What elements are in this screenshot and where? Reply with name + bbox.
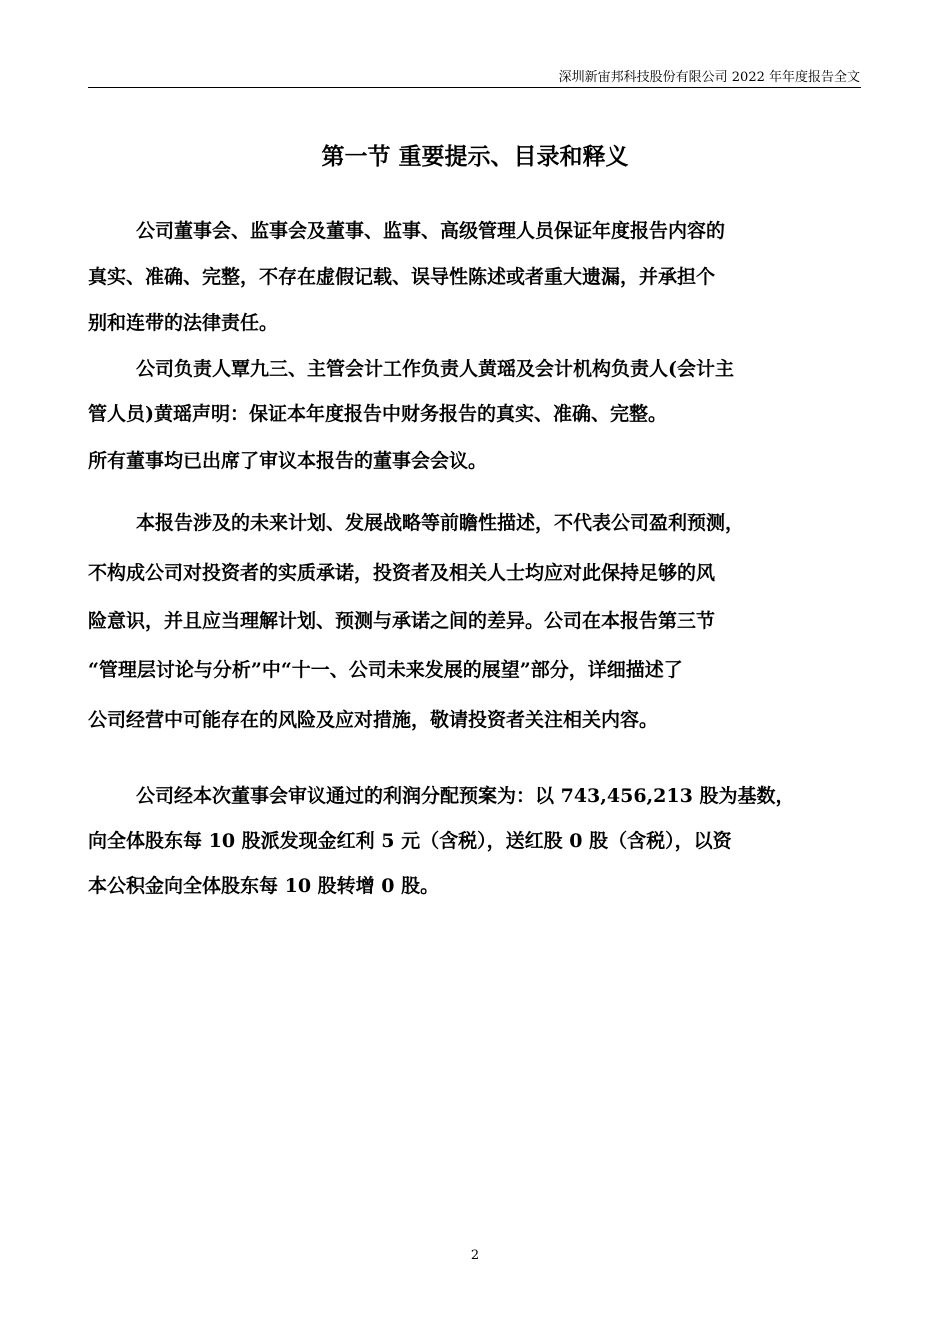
paragraph-5-line-2: 向全体股东每 10 股派发现金红利 5 元（含税），送红股 0 股（含税），以资 [88,830,732,852]
header-divider [88,87,861,88]
paragraph-1-line-3: 别和连带的法律责任。 [88,312,279,334]
paragraph-4-line-2: 不构成公司对投资者的实质承诺，投资者及相关人士均应对此保持足够的风 [88,562,716,584]
section-title: 第一节 重要提示、目录和释义 [321,143,629,170]
paragraph-3-line-1: 所有董事均已出席了审议本报告的董事会会议。 [88,450,488,472]
paragraph-5-line-3: 本公积金向全体股东每 10 股转增 0 股。 [88,875,440,897]
paragraph-4-line-3: 险意识，并且应当理解计划、预测与承诺之间的差异。公司在本报告第三节 [88,610,716,632]
paragraph-2-line-1: 公司负责人覃九三、主管会计工作负责人黄瑶及会计机构负责人(会计主 [136,358,734,380]
paragraph-1-line-2: 真实、准确、完整，不存在虚假记载、误导性陈述或者重大遗漏，并承担个 [88,266,716,288]
paragraph-4-line-4: “管理层讨论与分析”中“十一、公司未来发展的展望”部分，详细描述了 [88,659,683,681]
paragraph-1-line-1: 公司董事会、监事会及董事、监事、高级管理人员保证年度报告内容的 [136,220,726,242]
running-header: 深圳新宙邦科技股份有限公司 2022 年年度报告全文 [558,70,860,85]
paragraph-4-line-1: 本报告涉及的未来计划、发展战略等前瞻性描述，不代表公司盈利预测， [136,512,745,534]
paragraph-5-line-1: 公司经本次董事会审议通过的利润分配预案为：以 743,456,213 股为基数， [136,785,795,807]
paragraph-4-line-5: 公司经营中可能存在的风险及应对措施，敬请投资者关注相关内容。 [88,709,659,731]
paragraph-2-line-2: 管人员)黄瑶声明：保证本年度报告中财务报告的真实、准确、完整。 [88,403,667,425]
page-number: 2 [470,1248,480,1263]
